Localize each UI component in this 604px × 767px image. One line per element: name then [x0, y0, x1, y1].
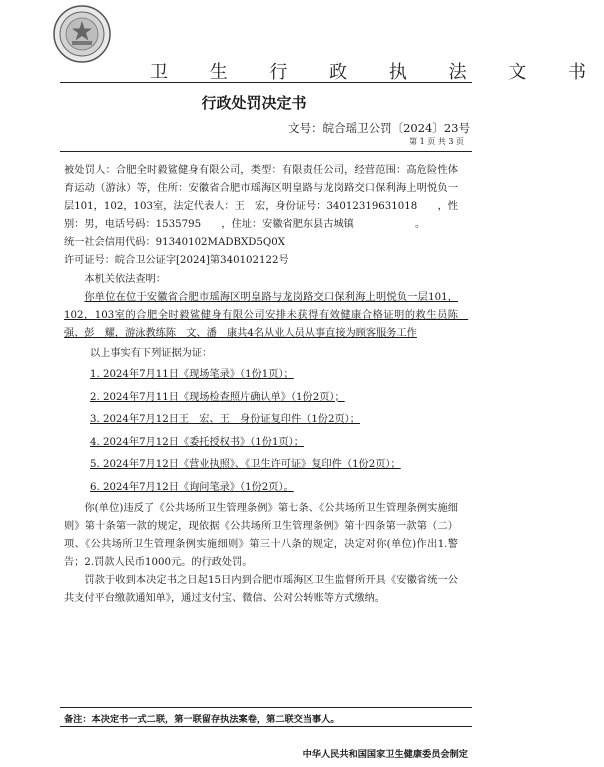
document-series-title: 卫 生 行 政 执 法 文 书: [150, 62, 604, 83]
findings-paragraph: 你单位在位于安徽省合肥市瑶海区明皇路与龙岗路交口保利海上明悦负一层101，102，103室的合肥全时毅鲨健身有限公司安排未获得有效健康合格证明的救生员陈 强、彭 耀，游泳教练陈 文、潘 康共4名从业人员从事直接为顾客服务工作: [64, 291, 469, 339]
evidence-item: 1. 2024年7月11日《现场笔录》（1份1页）；: [90, 369, 294, 381]
header-divider: [60, 82, 472, 83]
evidence-list: [64, 364, 458, 500]
document-number: 文号：皖合瑶卫公罚〔2024〕23号: [288, 121, 470, 135]
evidence-item: 4. 2024年7月12日《委托授权书》（1份1页）；: [90, 436, 304, 448]
license-number: 许可证号：皖合卫公证字[2024]第340102122号: [64, 255, 289, 267]
respondent-paragraph: 被处罚人：合肥全时毅鲨健身有限公司，类型：有限责任公司，经营范围：高危险性体育运动（游泳）等，住所：安徽省合肥市瑶海区明皇路与龙岗路交口保利海上明悦负一层101，102，103室，法定代表人：王 宏，身份证号：34012319631018 ，性别：男，电话号码：1535795 ，住址：安徽省肥东县古城镇 。: [64, 165, 458, 231]
document-title: 行政处罚决定书: [201, 94, 307, 112]
payment-paragraph: 罚款于收到本决定书之日起15日内到合肥市瑶海区卫生监督所开具《安徽省统一公共支付平台缴款通知单》，通过支付宝、微信、公对公转账等方式缴纳。: [64, 574, 458, 605]
decision-paragraph: 你(单位)违反了《公共场所卫生管理条例》第七条、《公共场所卫生管理条例实施细则》第十条第一款的规定，现依据《公共场所卫生管理条例》第十四条第一款第（二）项、《公共场所卫生管理条例实施细则》第三十八条的规定，决定对你(单位)作出1.警告；2.罚款人民币1000元。的行政处罚。: [64, 502, 458, 568]
credit-code: 统一社会信用代码：91340102MADBXD5Q0X: [64, 237, 285, 249]
issuer-line: 中华人民共和国国家卫生健康委员会制定: [302, 749, 468, 760]
page-info: 第 1 页 共 3 页: [409, 137, 464, 146]
evidence-intro: 以上事实有下列证据为证：: [90, 347, 213, 359]
evidence-item: 6. 2024年7月12日《询问笔录》（1份2页）。: [90, 482, 294, 493]
evidence-item: 2. 2024年7月11日《现场检查照片确认单》（1份2页）；: [90, 391, 345, 403]
footer-note: 备注：本决定书一式二联，第一联留存执法案卷，第二联交当事人。: [64, 714, 340, 725]
investigation-intro: 本机关依法查明：: [84, 273, 166, 285]
document-body: [64, 162, 469, 608]
footer-divider: [60, 707, 472, 708]
title-divider: [60, 151, 472, 152]
evidence-item: 3. 2024年7月12日王 宏、王 身份证复印件（1份2页）；: [90, 414, 360, 426]
footer-divider-bottom: [60, 726, 472, 727]
national-emblem-icon: [52, 4, 112, 64]
evidence-item: 5. 2024年7月12日《营业执照》、《卫生许可证》复印件（1份2页）；: [90, 459, 401, 471]
